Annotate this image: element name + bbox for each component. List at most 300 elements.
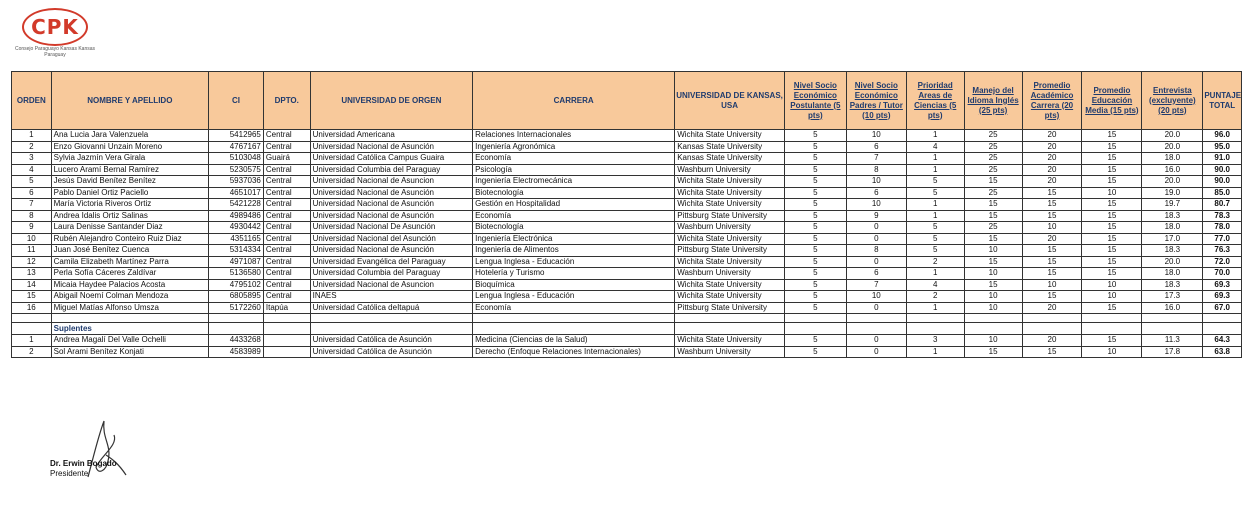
table-row bbox=[12, 268, 1242, 280]
table-cell: 4767167 bbox=[209, 141, 264, 153]
table-cell: 0 bbox=[846, 222, 906, 234]
table-cell: 10 bbox=[964, 302, 1022, 314]
table-cell: 15 bbox=[964, 199, 1022, 211]
table-cell: 1 bbox=[12, 130, 52, 142]
empty-cell bbox=[906, 314, 964, 323]
column-header: UNIVERSIDAD DE KANSAS, USA bbox=[675, 72, 785, 130]
table-cell: 5 bbox=[784, 302, 846, 314]
table-cell: 5 bbox=[784, 176, 846, 188]
table-body bbox=[12, 130, 1242, 358]
table-cell: 90.0 bbox=[1203, 176, 1242, 188]
table-cell: 14 bbox=[12, 279, 52, 291]
table-cell: 20.0 bbox=[1142, 256, 1203, 268]
table-cell: 4651017 bbox=[209, 187, 264, 199]
table-cell: Central bbox=[263, 222, 310, 234]
table-cell: 76.3 bbox=[1203, 245, 1242, 257]
empty-cell bbox=[209, 323, 264, 335]
table-cell: 15 bbox=[1082, 268, 1142, 280]
table-cell: 15 bbox=[1022, 256, 1082, 268]
table-cell: 4433268 bbox=[209, 335, 264, 347]
table-cell: Wichita State University bbox=[675, 187, 785, 199]
table-cell: 10 bbox=[12, 233, 52, 245]
table-cell: Micaia Haydee Palacios Acosta bbox=[51, 279, 208, 291]
table-cell: 80.7 bbox=[1203, 199, 1242, 211]
table-cell: 72.0 bbox=[1203, 256, 1242, 268]
empty-cell bbox=[310, 314, 473, 323]
table-cell: 20 bbox=[1022, 302, 1082, 314]
table-cell: 9 bbox=[12, 222, 52, 234]
table-cell: 1 bbox=[906, 210, 964, 222]
table-cell: 85.0 bbox=[1203, 187, 1242, 199]
empty-cell bbox=[1022, 314, 1082, 323]
table-cell: Central bbox=[263, 256, 310, 268]
table-cell: 15 bbox=[1022, 245, 1082, 257]
table-cell: Universidad Columbia del Paraguay bbox=[310, 164, 473, 176]
table-cell: 1 bbox=[906, 199, 964, 211]
table-cell: 8 bbox=[12, 210, 52, 222]
table-cell: 8 bbox=[846, 245, 906, 257]
empty-cell bbox=[473, 323, 675, 335]
table-row bbox=[12, 164, 1242, 176]
column-header: NOMBRE Y APELLIDO bbox=[51, 72, 208, 130]
results-table bbox=[11, 71, 1242, 358]
table-cell: INAES bbox=[310, 291, 473, 303]
table-cell: 1 bbox=[906, 164, 964, 176]
table-cell: 4583989 bbox=[209, 346, 264, 358]
table-cell: Universidad Columbia del Paraguay bbox=[310, 268, 473, 280]
table-cell: 20.0 bbox=[1142, 176, 1203, 188]
column-header: Entrevista (excluyente) (20 pts) bbox=[1142, 72, 1203, 130]
table-cell: 15 bbox=[964, 210, 1022, 222]
table-cell: 5230575 bbox=[209, 164, 264, 176]
signature-block bbox=[50, 415, 190, 495]
table-cell: Sol Arami Benítez Konjati bbox=[51, 346, 208, 358]
column-header: PUNTAJE TOTAL bbox=[1203, 72, 1242, 130]
column-header: CI bbox=[209, 72, 264, 130]
table-cell: 15 bbox=[1022, 291, 1082, 303]
empty-cell bbox=[675, 323, 785, 335]
table-cell: 5 bbox=[906, 176, 964, 188]
table-cell: 15 bbox=[964, 233, 1022, 245]
table-cell: 63.8 bbox=[1203, 346, 1242, 358]
table-cell: 10 bbox=[846, 291, 906, 303]
table-cell: 5 bbox=[784, 268, 846, 280]
table-cell: 2 bbox=[12, 141, 52, 153]
table-cell: Laura Denisse Santander Diaz bbox=[51, 222, 208, 234]
table-cell: 2 bbox=[906, 291, 964, 303]
table-cell: 20 bbox=[1022, 164, 1082, 176]
empty-cell bbox=[675, 314, 785, 323]
table-cell: Lengua Inglesa - Educación bbox=[473, 291, 675, 303]
table-cell: 5 bbox=[906, 233, 964, 245]
table-cell: 0 bbox=[846, 346, 906, 358]
table-cell: Wichita State University bbox=[675, 176, 785, 188]
table-cell: 5937036 bbox=[209, 176, 264, 188]
table-cell: 5 bbox=[784, 245, 846, 257]
table-cell: Pablo Daniel Ortiz Paciello bbox=[51, 187, 208, 199]
table-cell: Biotecnología bbox=[473, 187, 675, 199]
table-cell: 2 bbox=[906, 256, 964, 268]
table-cell: 20 bbox=[1022, 141, 1082, 153]
table-cell: Universidad Católica de Asunción bbox=[310, 346, 473, 358]
table-cell: Wichita State University bbox=[675, 335, 785, 347]
empty-cell bbox=[263, 314, 310, 323]
column-header: Nivel Socio Económico Padres / Tutor (10 pts) bbox=[846, 72, 906, 130]
table-cell: 20.0 bbox=[1142, 130, 1203, 142]
table-cell: Jesús David Benítez Benítez bbox=[51, 176, 208, 188]
table-cell: Enzo Giovanni Unzain Moreno bbox=[51, 141, 208, 153]
table-cell: 0 bbox=[846, 256, 906, 268]
table-row bbox=[12, 210, 1242, 222]
table-cell: 5 bbox=[906, 222, 964, 234]
table-cell: 15 bbox=[1022, 346, 1082, 358]
table-cell: 20 bbox=[1022, 176, 1082, 188]
table-cell: Economía bbox=[473, 210, 675, 222]
table-row bbox=[12, 291, 1242, 303]
table-row bbox=[12, 176, 1242, 188]
table-cell: 25 bbox=[964, 187, 1022, 199]
table-cell: 18.3 bbox=[1142, 279, 1203, 291]
table-cell: Universidad Católica Campus Guaira bbox=[310, 153, 473, 165]
table-cell: 91.0 bbox=[1203, 153, 1242, 165]
table-cell: 25 bbox=[964, 164, 1022, 176]
table-cell: 15 bbox=[1082, 256, 1142, 268]
table-cell: 9 bbox=[846, 210, 906, 222]
table-cell: 5136580 bbox=[209, 268, 264, 280]
table-cell: 15 bbox=[1082, 176, 1142, 188]
spacer-row bbox=[12, 314, 1242, 323]
table-cell: Universidad Nacional de Asunción bbox=[310, 187, 473, 199]
table-row bbox=[12, 302, 1242, 314]
empty-cell bbox=[1142, 314, 1203, 323]
table-cell: 15 bbox=[964, 346, 1022, 358]
empty-cell bbox=[473, 314, 675, 323]
column-header: Manejo del Idioma Inglés (25 pts) bbox=[964, 72, 1022, 130]
table-cell: Ingeniería Agronómica bbox=[473, 141, 675, 153]
table-cell: Relaciones Internacionales bbox=[473, 130, 675, 142]
table-cell: 10 bbox=[1082, 291, 1142, 303]
table-cell: 10 bbox=[964, 245, 1022, 257]
table-cell: 15 bbox=[1082, 302, 1142, 314]
table-cell: 5314334 bbox=[209, 245, 264, 257]
table-cell: 0 bbox=[846, 233, 906, 245]
table-cell: Kansas State University bbox=[675, 153, 785, 165]
table-cell: 5 bbox=[906, 245, 964, 257]
table-cell: Medicina (Ciencias de la Salud) bbox=[473, 335, 675, 347]
column-header: DPTO. bbox=[263, 72, 310, 130]
table-cell: 6805895 bbox=[209, 291, 264, 303]
table-cell: 4 bbox=[12, 164, 52, 176]
table-cell: 20 bbox=[1022, 335, 1082, 347]
table-cell: 5 bbox=[12, 176, 52, 188]
empty-cell bbox=[784, 323, 846, 335]
empty-cell bbox=[209, 314, 264, 323]
table-cell: Ana Lucia Jara Valenzuela bbox=[51, 130, 208, 142]
table-row bbox=[12, 256, 1242, 268]
column-header: Promedio Académico Carrera (20 pts) bbox=[1022, 72, 1082, 130]
table-cell: Universidad Nacional del Asunción bbox=[310, 233, 473, 245]
table-cell: 25 bbox=[964, 222, 1022, 234]
table-row bbox=[12, 245, 1242, 257]
table-row bbox=[12, 199, 1242, 211]
table-cell: Wichita State University bbox=[675, 256, 785, 268]
table-cell: Central bbox=[263, 268, 310, 280]
table-cell: 5 bbox=[784, 256, 846, 268]
table-cell: 6 bbox=[12, 187, 52, 199]
empty-cell bbox=[12, 314, 52, 323]
table-row bbox=[12, 153, 1242, 165]
table-cell: 10 bbox=[1082, 346, 1142, 358]
table-cell: 11.3 bbox=[1142, 335, 1203, 347]
empty-cell bbox=[1082, 314, 1142, 323]
table-cell: Ingeniería de Alimentos bbox=[473, 245, 675, 257]
table-cell: Lengua Inglesa - Educación bbox=[473, 256, 675, 268]
table-row bbox=[12, 346, 1242, 358]
table-cell: 5 bbox=[784, 222, 846, 234]
table-cell: 5 bbox=[784, 141, 846, 153]
table-cell: 18.0 bbox=[1142, 153, 1203, 165]
table-cell: 95.0 bbox=[1203, 141, 1242, 153]
empty-cell bbox=[1022, 323, 1082, 335]
table-cell: 5 bbox=[784, 346, 846, 358]
table-cell: 15 bbox=[1082, 210, 1142, 222]
table-cell: 67.0 bbox=[1203, 302, 1242, 314]
table-cell: Ingeniería Electrónica bbox=[473, 233, 675, 245]
table-cell: 5 bbox=[784, 233, 846, 245]
empty-cell bbox=[846, 323, 906, 335]
table-cell: Sylvia Jazmín Vera Girala bbox=[51, 153, 208, 165]
cpk-logo bbox=[14, 8, 94, 62]
table-cell: 1 bbox=[906, 302, 964, 314]
table-cell: 15 bbox=[964, 279, 1022, 291]
table-cell: 78.0 bbox=[1203, 222, 1242, 234]
empty-cell bbox=[906, 323, 964, 335]
table-cell: 15 bbox=[1082, 233, 1142, 245]
table-cell: 15 bbox=[1082, 222, 1142, 234]
table-cell: 11 bbox=[12, 245, 52, 257]
table-cell: Universidad Nacional de Asunción bbox=[310, 245, 473, 257]
empty-cell bbox=[1203, 323, 1242, 335]
table-cell: 10 bbox=[846, 176, 906, 188]
signer-role: Presidente bbox=[50, 469, 89, 478]
table-cell: 19.7 bbox=[1142, 199, 1203, 211]
table-cell: 1 bbox=[906, 268, 964, 280]
table-cell: Central bbox=[263, 130, 310, 142]
table-cell: 10 bbox=[964, 291, 1022, 303]
table-cell: Miguel Matías Alfonso Umsza bbox=[51, 302, 208, 314]
table-cell: 5 bbox=[784, 210, 846, 222]
table-cell: 5 bbox=[784, 164, 846, 176]
table-cell: Universidad Nacional de Asunción bbox=[310, 210, 473, 222]
table-cell: Wichita State University bbox=[675, 279, 785, 291]
table-cell: 3 bbox=[906, 335, 964, 347]
table-row bbox=[12, 335, 1242, 347]
table-cell: Bioquímica bbox=[473, 279, 675, 291]
table-cell: 5 bbox=[906, 187, 964, 199]
table-cell: Universidad Católica deItapuá bbox=[310, 302, 473, 314]
table-row bbox=[12, 187, 1242, 199]
table-cell: 0 bbox=[846, 335, 906, 347]
column-header: ORDEN bbox=[12, 72, 52, 130]
table-cell: Central bbox=[263, 245, 310, 257]
table-cell: Abigail Noemí Colman Mendoza bbox=[51, 291, 208, 303]
table-cell: 1 bbox=[906, 130, 964, 142]
empty-cell bbox=[964, 314, 1022, 323]
empty-cell bbox=[51, 314, 208, 323]
table-cell: Economía bbox=[473, 153, 675, 165]
table-cell: Psicología bbox=[473, 164, 675, 176]
empty-cell bbox=[846, 314, 906, 323]
empty-cell bbox=[964, 323, 1022, 335]
table-cell: Central bbox=[263, 187, 310, 199]
suplentes-label: Suplentes bbox=[51, 323, 208, 335]
table-cell: 90.0 bbox=[1203, 164, 1242, 176]
table-cell: Andrea Magalí Del Valle Ochelli bbox=[51, 335, 208, 347]
table-cell: 7 bbox=[846, 153, 906, 165]
table-cell: 17.8 bbox=[1142, 346, 1203, 358]
table-cell: 18.0 bbox=[1142, 222, 1203, 234]
table-row bbox=[12, 130, 1242, 142]
table-cell: 78.3 bbox=[1203, 210, 1242, 222]
table-cell: Universidad Nacional de Asunción bbox=[310, 199, 473, 211]
table-cell: Andrea Idalis Ortiz Salinas bbox=[51, 210, 208, 222]
table-cell: Perla Sofía Cáceres Zaldívar bbox=[51, 268, 208, 280]
table-cell: 1 bbox=[12, 335, 52, 347]
table-cell: 5421228 bbox=[209, 199, 264, 211]
table-cell: 10 bbox=[1022, 279, 1082, 291]
table-cell: 15 bbox=[12, 291, 52, 303]
table-cell: 5103048 bbox=[209, 153, 264, 165]
table-cell: 20 bbox=[1022, 233, 1082, 245]
table-cell bbox=[263, 346, 310, 358]
table-cell: 10 bbox=[1082, 279, 1142, 291]
table-cell: 5 bbox=[784, 279, 846, 291]
table-cell: 10 bbox=[964, 268, 1022, 280]
table-cell: 25 bbox=[964, 141, 1022, 153]
table-cell: 96.0 bbox=[1203, 130, 1242, 142]
table-cell: Wichita State University bbox=[675, 130, 785, 142]
column-header: Nivel Socio Económico Postulante (5 pts) bbox=[784, 72, 846, 130]
table-cell: Universidad Católica de Asunción bbox=[310, 335, 473, 347]
table-header-row bbox=[12, 72, 1242, 130]
table-cell: Universidad Nacional de Asuncion bbox=[310, 279, 473, 291]
table-cell: 15 bbox=[1082, 164, 1142, 176]
table-cell: Central bbox=[263, 210, 310, 222]
table-cell: 5 bbox=[784, 291, 846, 303]
table-cell: 15 bbox=[964, 176, 1022, 188]
table-cell: 20.0 bbox=[1142, 141, 1203, 153]
table-cell: 15 bbox=[1082, 199, 1142, 211]
table-cell: Universidad Nacional de Asuncion bbox=[310, 176, 473, 188]
table-cell: Camila Elizabeth Martínez Parra bbox=[51, 256, 208, 268]
column-header: CARRERA bbox=[473, 72, 675, 130]
empty-cell bbox=[784, 314, 846, 323]
table-cell: 3 bbox=[12, 153, 52, 165]
table-cell: 69.3 bbox=[1203, 279, 1242, 291]
table-cell: Central bbox=[263, 291, 310, 303]
table-cell bbox=[263, 335, 310, 347]
table-cell: 0 bbox=[846, 302, 906, 314]
table-cell: 6 bbox=[846, 141, 906, 153]
column-header: Promedio Educación Media (15 pts) bbox=[1082, 72, 1142, 130]
table-cell: 15 bbox=[964, 256, 1022, 268]
table-cell: Pittsburg State University bbox=[675, 302, 785, 314]
table-cell: Washburn University bbox=[675, 346, 785, 358]
table-cell: Biotecnología bbox=[473, 222, 675, 234]
table-cell: Universidad Americana bbox=[310, 130, 473, 142]
table-cell: 8 bbox=[846, 164, 906, 176]
table-cell: 4989486 bbox=[209, 210, 264, 222]
table-cell: Pittsburg State University bbox=[675, 210, 785, 222]
table-cell: Economía bbox=[473, 302, 675, 314]
table-cell: 64.3 bbox=[1203, 335, 1242, 347]
table-cell: 1 bbox=[906, 346, 964, 358]
table-cell: 18.3 bbox=[1142, 245, 1203, 257]
table-cell: Juan José Benítez Cuenca bbox=[51, 245, 208, 257]
table-cell: Lucero Aramí Bernal Ramírez bbox=[51, 164, 208, 176]
table-cell: Gestión en Hospitalidad bbox=[473, 199, 675, 211]
table-cell: 1 bbox=[906, 153, 964, 165]
table-cell: 15 bbox=[1082, 130, 1142, 142]
empty-cell bbox=[12, 323, 52, 335]
table-cell: 5172260 bbox=[209, 302, 264, 314]
table-cell: 5 bbox=[784, 199, 846, 211]
table-cell: 4930442 bbox=[209, 222, 264, 234]
table-cell: 17.0 bbox=[1142, 233, 1203, 245]
column-header: Prioridad Areas de Ciencias (5 pts) bbox=[906, 72, 964, 130]
logo-subtitle: Consejo Paraguayo Kansas Kansas Paraguay bbox=[14, 46, 96, 58]
table-cell: 16 bbox=[12, 302, 52, 314]
table-cell: Wichita State University bbox=[675, 291, 785, 303]
table-row bbox=[12, 233, 1242, 245]
empty-cell bbox=[263, 323, 310, 335]
table-cell: Washburn University bbox=[675, 268, 785, 280]
table-cell: Ingeniería Electromecánica bbox=[473, 176, 675, 188]
table-cell: 18.0 bbox=[1142, 268, 1203, 280]
table-cell: 69.3 bbox=[1203, 291, 1242, 303]
table-cell: Universidad Nacional De Asunción bbox=[310, 222, 473, 234]
table-cell: Guairá bbox=[263, 153, 310, 165]
logo-mark: CPK bbox=[22, 8, 88, 46]
table-cell: Washburn University bbox=[675, 222, 785, 234]
table-cell: 25 bbox=[964, 130, 1022, 142]
table-cell: 2 bbox=[12, 346, 52, 358]
table-row bbox=[12, 279, 1242, 291]
table-cell: Pittsburg State University bbox=[675, 245, 785, 257]
table-cell: Hotelería y Turismo bbox=[473, 268, 675, 280]
table-row bbox=[12, 222, 1242, 234]
table-cell: Central bbox=[263, 164, 310, 176]
column-header: UNIVERSIDAD DE ORGEN bbox=[310, 72, 473, 130]
table-cell: Derecho (Enfoque Relaciones Internacionales) bbox=[473, 346, 675, 358]
signer-name: Dr. Erwin Bogado bbox=[50, 459, 117, 468]
table-cell: 4795102 bbox=[209, 279, 264, 291]
table-cell: 13 bbox=[12, 268, 52, 280]
table-cell: 20 bbox=[1022, 130, 1082, 142]
table-cell: 10 bbox=[1082, 187, 1142, 199]
empty-cell bbox=[1203, 314, 1242, 323]
table-cell: 10 bbox=[964, 335, 1022, 347]
table-cell: 4351165 bbox=[209, 233, 264, 245]
table-cell: Universidad Nacional de Asunción bbox=[310, 141, 473, 153]
table-cell: 7 bbox=[846, 279, 906, 291]
table-cell: 17.3 bbox=[1142, 291, 1203, 303]
table-cell: 15 bbox=[1082, 153, 1142, 165]
table-cell: 15 bbox=[1082, 141, 1142, 153]
table-cell: Central bbox=[263, 199, 310, 211]
table-cell: 16.0 bbox=[1142, 164, 1203, 176]
spacer-row bbox=[12, 323, 1242, 335]
